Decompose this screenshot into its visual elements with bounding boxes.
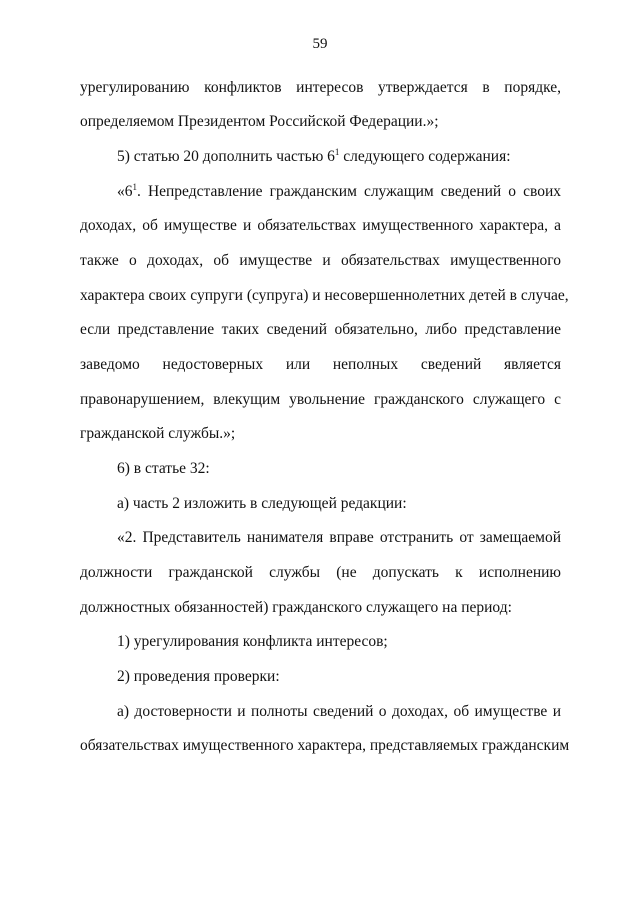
text-line: если представление таких сведений обязательно, либо представление [80,321,561,338]
text-line: правонарушением, влекущим увольнение гражданского служащего с [80,391,561,408]
paragraph-line [117,182,561,202]
text-line: урегулированию конфликтов интересов утверждается в порядке, [80,79,561,96]
text-line: также о доходах, об имуществе и обязательствах имущественного [80,252,561,269]
text-fragment: . Непредставление гражданским служащим сведений о своих [137,183,561,200]
text-fragment: 5) статью 20 дополнить частью 6 [117,148,335,165]
text-line: должностных обязанностей) гражданского служащего на период: [80,599,512,616]
paragraph-line: 2) проведения проверки: [117,668,280,685]
text-fragment: следующего содержания: [343,148,511,165]
text-line: гражданской службы.»; [80,425,236,442]
superscript: 1 [334,147,340,157]
text-line: должности гражданской службы (не допускать к исполнению [80,564,561,581]
paragraph-line: 6) в статье 32: [117,460,210,477]
text-line: обязательствах имущественного характера, представляемых гражданским [80,737,570,754]
paragraph-line: «2. Представитель нанимателя вправе отстранить от замещаемой [117,529,561,546]
text-line: доходах, об имуществе и обязательствах имущественного характера, а [80,217,561,234]
paragraph-line [117,147,561,167]
paragraph-line: а) достоверности и полноты сведений о доходах, об имуществе и [117,703,561,720]
text-line: определяемом Президентом Российской Федерации.»; [80,113,439,130]
text-line: заведомо недостоверных или неполных сведений является [80,356,561,373]
paragraph-line: 1) урегулирования конфликта интересов; [117,633,388,650]
text-line: характера своих супруги (супруга) и несовершеннолетних детей в случае, [80,287,569,304]
paragraph-line: а) часть 2 изложить в следующей редакции: [117,495,407,512]
text-fragment: «6 [117,183,133,200]
page-number: 59 [312,36,328,52]
superscript: 1 [132,182,137,192]
